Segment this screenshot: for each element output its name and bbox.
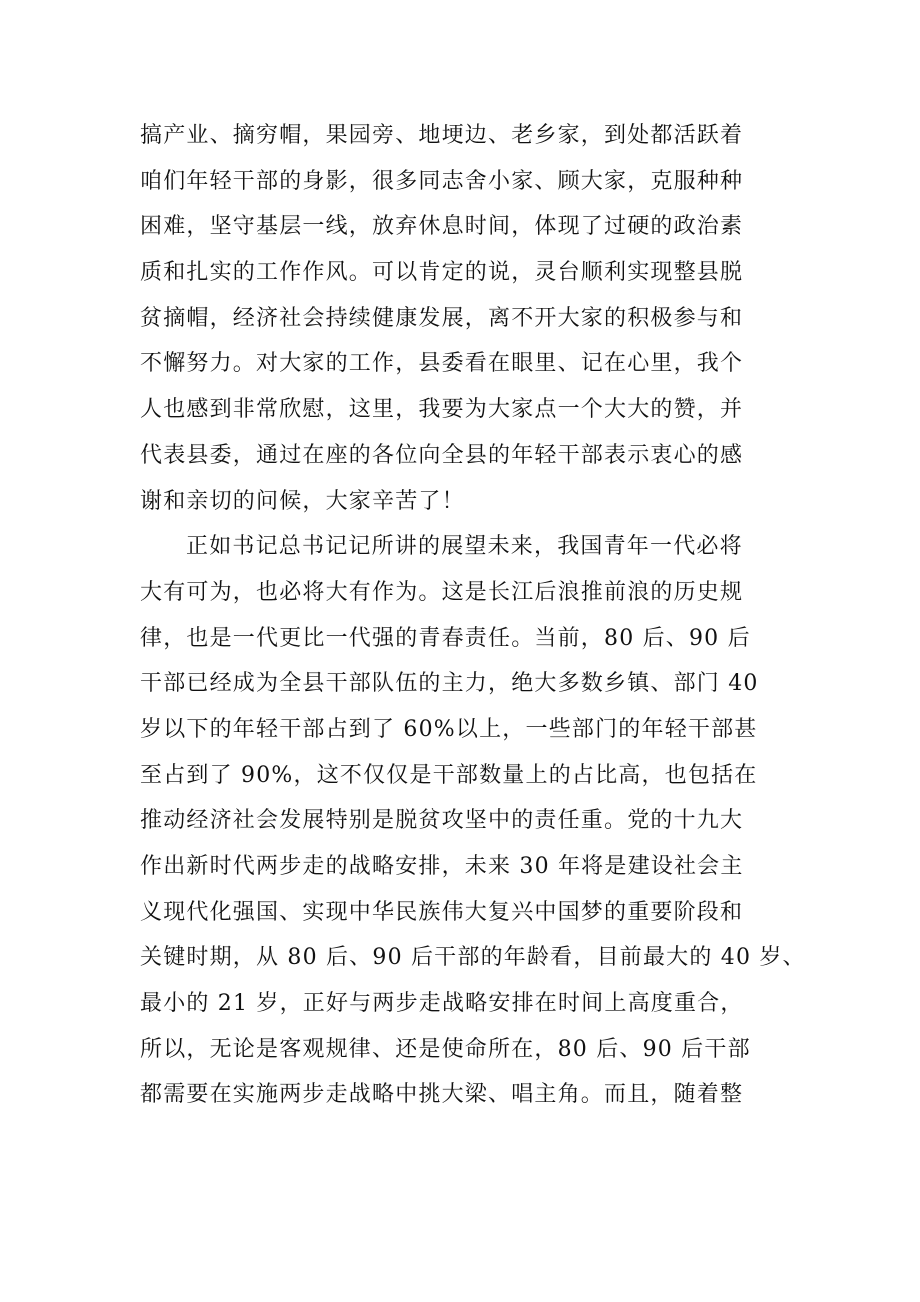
text-line: 搞产业、摘穷帽，果园旁、地埂边、老乡家，到处都活跃着	[140, 123, 744, 148]
text-line: 所以，无论是客观规律、还是使命所在，80 后、90 后干部	[140, 1036, 751, 1062]
text-line: 律，也是一代更比一代强的青春责任。当前，80 后、90 后	[140, 625, 751, 651]
text-line: 困难，坚守基层一线，放弃休息时间，体现了过硬的政治素	[140, 214, 744, 240]
text-line: 贫摘帽，经济社会持续健康发展，离不开大家的积极参与和	[140, 305, 744, 331]
paragraph-start-line: 正如书记总书记记所讲的展望未来，我国青年一代必将	[186, 534, 743, 560]
text-line: 作出新时代两步走的战略安排，未来 30 年将是建设社会主	[140, 854, 744, 879]
text-line: 岁以下的年轻干部占到了 60%以上，一些部门的年轻干部甚	[140, 716, 758, 742]
text-line: 人也感到非常欣慰，这里，我要为大家点一个大大的赞，并	[140, 397, 744, 423]
text-line: 干部已经成为全县干部队伍的主力，绝大多数乡镇、部门 40	[140, 671, 759, 697]
text-line: 大有可为，也必将大有作为。这是长江后浪推前浪的历史规	[140, 579, 744, 605]
text-line: 谢和亲切的问候，大家辛苦了！	[140, 488, 465, 514]
text-line: 不懈努力。对大家的工作，县委看在眼里、记在心里，我个	[140, 351, 744, 377]
text-line: 义现代化强国、实现中华民族伟大复兴中国梦的重要阶段和	[140, 899, 744, 925]
text-line: 都需要在实施两步走战略中挑大梁、唱主角。而且，随着整	[140, 1082, 744, 1108]
text-line: 最小的 21 岁，正好与两步走战略安排在时间上高度重合，	[140, 991, 744, 1017]
document-body	[140, 113, 806, 1118]
text-line: 代表县委，通过在座的各位向全县的年轻干部表示衷心的感	[140, 442, 744, 468]
text-line: 至占到了 90%，这不仅仅是干部数量上的占比高，也包括在	[140, 762, 758, 788]
text-line: 关键时期，从 80 后、90 后干部的年龄看，目前最大的 40 岁、	[140, 945, 806, 971]
text-line: 质和扎实的工作作风。可以肯定的说，灵台顺利实现整县脱	[140, 260, 744, 286]
text-line: 推动经济社会发展特别是脱贫攻坚中的责任重。党的十九大	[140, 808, 744, 834]
text-line: 咱们年轻干部的身影，很多同志舍小家、顾大家，克服种种	[140, 168, 744, 194]
